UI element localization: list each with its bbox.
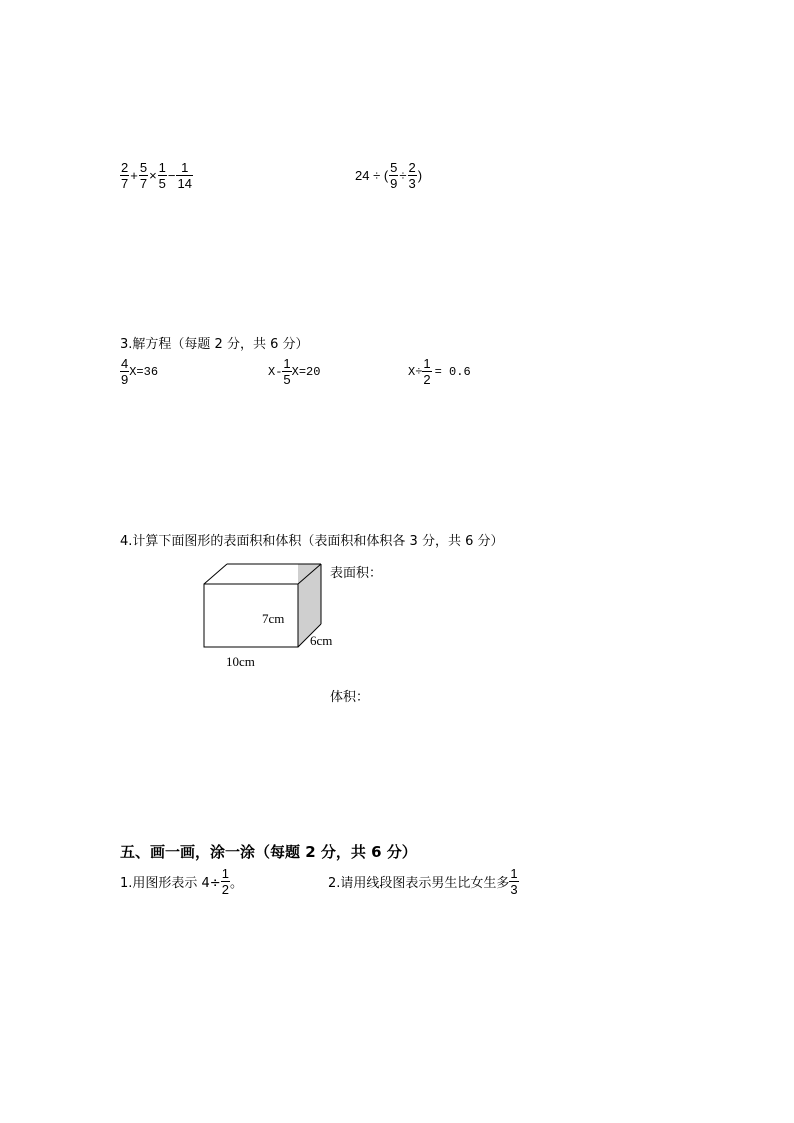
- question-text: 2.请用线段图表示男生比女生多: [328, 876, 510, 891]
- operator: −: [167, 168, 176, 183]
- dim-height: 7cm: [262, 611, 285, 626]
- equation-2: [268, 356, 320, 387]
- section-4-title: 4.计算下面图形的表面积和体积（表面积和体积各 3 分，共 6 分）: [120, 534, 504, 549]
- question-tail: 。: [229, 876, 243, 891]
- section-3-title: 3.解方程（每题 2 分，共 6 分）: [120, 337, 309, 352]
- section-5-title: 五、画一画，涂一涂（每题 2 分，共 6 分）: [120, 843, 417, 861]
- equation-lead: X÷: [408, 364, 423, 379]
- fraction: $\frac{5}{9}$: [390, 160, 398, 191]
- expression-lead: 24 ÷ (: [355, 168, 389, 183]
- operator: ×: [149, 168, 157, 183]
- surface-area-label: 表面积：: [330, 566, 383, 581]
- calc-problem-1: [120, 160, 193, 191]
- equation-3: [408, 356, 471, 387]
- draw-question-1: [120, 866, 243, 897]
- fraction: $\frac{4}{9}$: [121, 356, 129, 387]
- equation-rest: X=20: [291, 364, 321, 379]
- operator: ÷: [399, 168, 407, 183]
- equation-lead: X-: [268, 364, 283, 379]
- equation-rest: X=36: [129, 364, 159, 379]
- equation-1: [120, 356, 158, 387]
- dim-width: 6cm: [310, 633, 333, 648]
- fraction: $\frac{2}{3}$: [408, 160, 416, 191]
- calc-problem-2: [354, 160, 423, 191]
- dim-length: 10cm: [226, 654, 255, 669]
- volume-label: 体积：: [330, 690, 370, 705]
- fraction: $\frac{2}{7}$: [121, 160, 129, 191]
- fraction: $\frac{1}{5}$: [158, 160, 166, 191]
- fraction: $\frac{5}{7}$: [139, 160, 148, 191]
- operator: +: [130, 168, 138, 183]
- fraction: $\frac{1}{5}$: [283, 356, 291, 387]
- draw-question-2: [328, 866, 519, 897]
- fraction: $\frac{1}{2}$: [221, 866, 229, 897]
- equation-rest: = 0.6: [434, 364, 471, 379]
- fraction: $\frac{1}{3}$: [510, 866, 518, 897]
- fraction: $\frac{1}{2}$: [423, 356, 431, 387]
- question-text: 1.用图形表示 4÷: [120, 876, 221, 891]
- fraction: $\frac{1}{14}$: [177, 160, 192, 191]
- close-paren: ): [417, 168, 423, 183]
